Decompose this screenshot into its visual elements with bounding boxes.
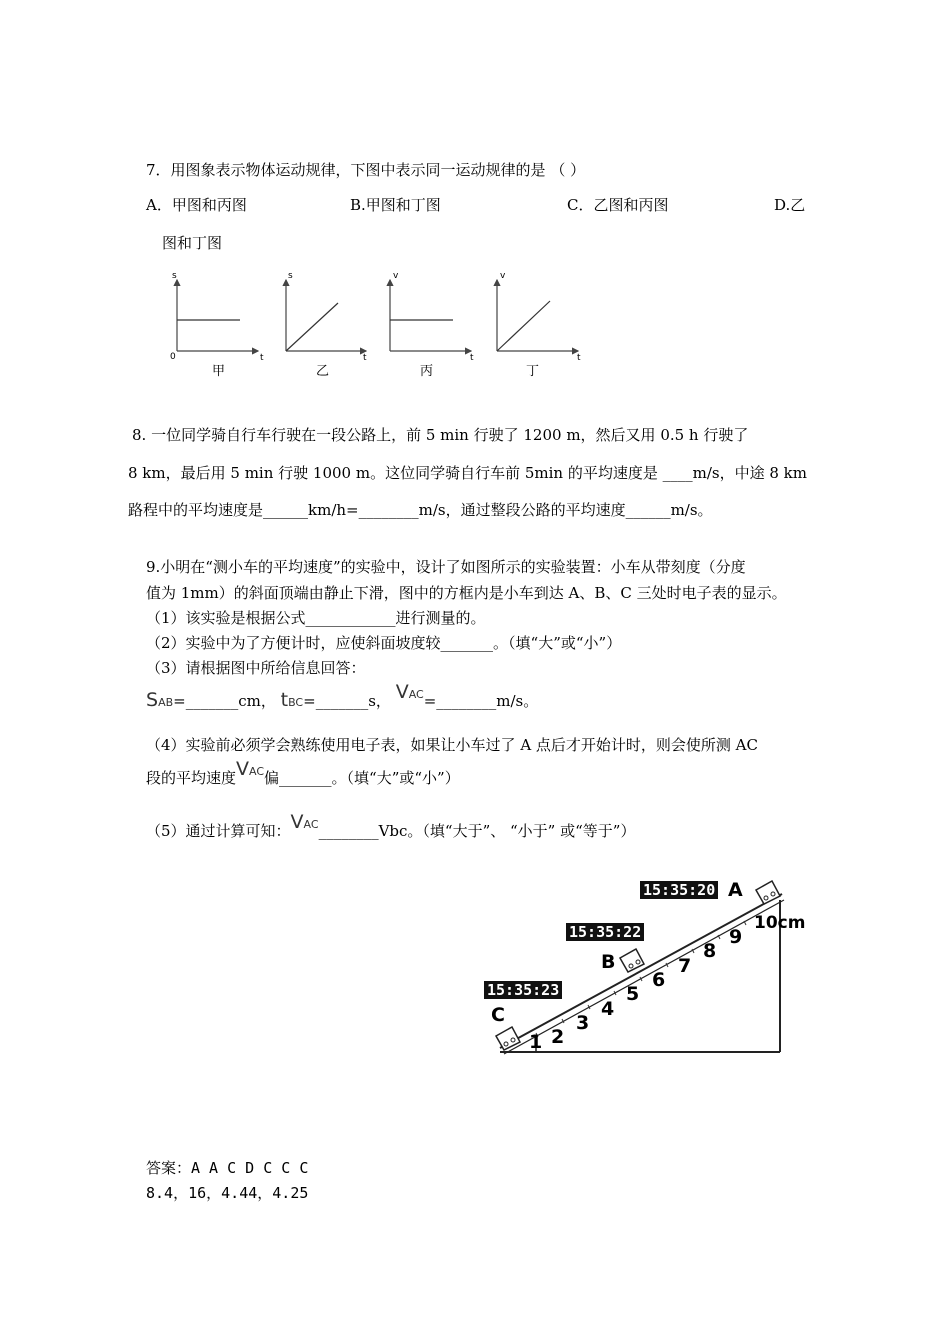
cart-a-icon (756, 881, 780, 904)
symbol-t: t (280, 689, 289, 711)
graph-yi-name: 乙 (316, 364, 330, 379)
part5-symbol-v: V (290, 811, 304, 833)
answers-line1: 答案：A A C D C C C (146, 1159, 309, 1177)
graph-bing-x-label: t (470, 353, 474, 363)
q7-option-b: B.甲图和丁图 (350, 196, 441, 214)
symbol-s-sub: AB (158, 696, 174, 709)
formula-t-blank: =_______s， (303, 692, 391, 710)
part4-symbol-v-sub: AC (249, 765, 265, 778)
part5-symbol-v-sub: AC (303, 818, 319, 831)
point-b-label: B (601, 951, 616, 973)
graph-bing-name: 丙 (420, 364, 434, 379)
formula-s-blank: =_______cm， (173, 692, 276, 710)
graph-yi-y-label: s (288, 271, 293, 281)
graph-ding (497, 280, 578, 351)
q9-part4-line1: （4）实验前必须学会熟练使用电子表，如果让小车过了 A 点后才开始计时，则会使所测 AC (146, 736, 758, 754)
cart-b-icon (620, 949, 644, 972)
scale-number-6: 6 (652, 969, 666, 991)
graph-jia-name: 甲 (212, 364, 226, 379)
q9-formula-line (146, 681, 539, 713)
scale-number-5: 5 (626, 983, 640, 1005)
q9-part3: （3）请根据图中所给信息回答： (146, 659, 366, 677)
graph-jia (177, 280, 258, 351)
symbol-t-sub: BC (288, 696, 304, 709)
q9-line1: 9.小明在“测小车的平均速度”的实验中，设计了如图所示的实验装置：小车从带刻度（分度 (146, 558, 746, 576)
graph-jia-x-label: t (260, 353, 264, 363)
graph-yi (286, 280, 366, 351)
q8-line2: 8 km，最后用 5 min 行驶 1000 m。这位同学骑自行车前 5min 的平均速度是 ____m/s，中途 8 km (128, 464, 807, 482)
part4-symbol-v: V (236, 758, 250, 780)
clock-a: 15:35:20 (640, 881, 718, 899)
graph-ding-x-label: t (577, 353, 581, 363)
scale-number-7: 7 (678, 955, 692, 977)
graph-ding-y-label: v (500, 271, 506, 281)
formula-v-blank: =________m/s。 (423, 692, 539, 710)
q9-part2: （2）实验中为了方便计时，应使斜面坡度较_______。（填“大”或“小”） (146, 634, 622, 652)
scale-unit-label: 10cm (754, 913, 806, 933)
scale-number-4: 4 (601, 998, 615, 1020)
answers-line2: 8.4，16，4.44，4.25 (146, 1184, 309, 1202)
q7-option-a: A．甲图和丙图 (146, 196, 247, 214)
graph-yi-x-label: t (363, 353, 367, 363)
q9-part4-line2 (146, 758, 460, 790)
part5-text-a: （5）通过计算可知： (146, 822, 291, 840)
graph-jia-origin: 0 (170, 352, 176, 362)
graph-bing (390, 280, 471, 351)
graph-jia-y-label: s (172, 271, 177, 281)
clock-c: 15:35:23 (484, 981, 562, 999)
symbol-v-sub: AC (408, 688, 424, 701)
q8-line3: 路程中的平均速度是______km/h=________m/s，通过整段公路的平均速度______m/s。 (128, 501, 713, 519)
q7-stem: 7．用图象表示物体运动规律，下图中表示同一运动规律的是 （ ） (146, 161, 586, 179)
point-c-label: C (491, 1004, 505, 1026)
symbol-v: V (395, 681, 409, 703)
q7-option-d-cont: 图和丁图 (162, 234, 223, 252)
part5-text-b: ________Vbc。（填“大于”、 “小于” 或“等于”） (318, 822, 636, 840)
scale-number-9: 9 (729, 926, 743, 948)
symbol-s: S (146, 689, 159, 711)
q9-part1: （1）该实验是根据公式____________进行测量的。 (146, 609, 486, 627)
part4-text-b: 偏_______。（填“大”或“小”） (264, 769, 460, 787)
incline-slope (500, 894, 782, 1048)
clock-b: 15:35:22 (566, 923, 644, 941)
scale-number-3: 3 (576, 1012, 590, 1034)
q8-line1: 8. 一位同学骑自行车行驶在一段公路上，前 5 min 行驶了 1200 m，然后又用 0.5 h 行驶了 (132, 426, 749, 444)
q7-option-c: C．乙图和丙图 (567, 196, 669, 214)
point-a-label: A (728, 879, 743, 901)
graph-yi-line (286, 303, 338, 351)
scale-number-8: 8 (703, 940, 717, 962)
graph-bing-y-label: v (393, 271, 399, 281)
scale-number-1: 1 (529, 1031, 543, 1053)
q9-part5 (146, 811, 636, 843)
q7-option-d: D.乙 (774, 196, 806, 214)
part4-text-a: 段的平均速度 (146, 769, 237, 787)
graph-ding-name: 丁 (526, 364, 540, 379)
graph-ding-line (497, 301, 550, 351)
scale-number-2: 2 (551, 1026, 565, 1048)
q9-line2: 值为 1mm）的斜面顶端由静止下滑，图中的方框内是小车到达 A、B、C 三处时电子表的显示。 (146, 584, 787, 602)
